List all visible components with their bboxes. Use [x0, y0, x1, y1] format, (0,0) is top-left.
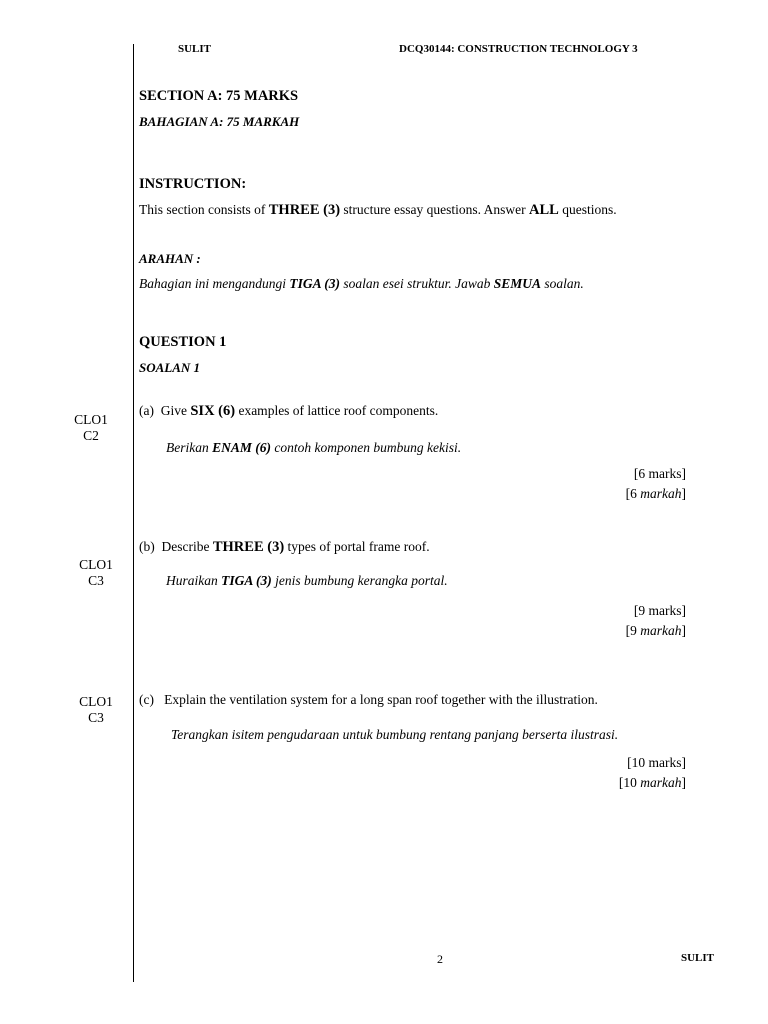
- question-part-c: (c) Explain the ventilation system for a long span roof together with the illustration.: [139, 692, 598, 707]
- question-part-a: (a) Give SIX (6) examples of lattice roof components.: [139, 403, 439, 419]
- marks-label: [9 marks]: [633, 603, 686, 618]
- page-number: 2: [437, 952, 443, 966]
- question-part-b: (b) Describe THREE (3) types of portal frame roof.: [139, 539, 430, 555]
- header-classification: SULIT: [178, 43, 212, 55]
- clo-label: CLO1 C3: [79, 694, 113, 725]
- marks-label: [10 marks]: [627, 755, 686, 770]
- section-title-ms: BAHAGIAN A: 75 MARKAH: [139, 114, 300, 129]
- markah-label: [10 markah]: [618, 775, 686, 790]
- instruction-text: This section consists of THREE (3) structure essay questions. Answer ALL questions.: [139, 202, 617, 218]
- question-part-c-ms: Terangkan isitem pengudaraan untuk bumbung rentang panjang berserta ilustrasi.: [171, 727, 619, 742]
- section-title: SECTION A: 75 MARKS: [139, 88, 299, 104]
- marks-label: [6 marks]: [633, 466, 686, 481]
- instruction-heading: INSTRUCTION:: [139, 176, 247, 192]
- margin-rule: [133, 44, 134, 982]
- clo-label: CLO1 C3: [79, 557, 113, 588]
- question-title: QUESTION 1: [139, 334, 227, 350]
- header-course-title: DCQ30144: CONSTRUCTION TECHNOLOGY 3: [399, 43, 638, 55]
- markah-label: [9 markah]: [625, 623, 686, 638]
- footer-classification: SULIT: [681, 952, 715, 964]
- question-part-b-ms: Huraikan TIGA (3) jenis bumbung kerangka portal.: [166, 573, 448, 588]
- question-part-a-ms: Berikan ENAM (6) contoh komponen bumbung kekisi.: [166, 440, 462, 455]
- markah-label: [6 markah]: [625, 486, 686, 501]
- arahan-heading: ARAHAN :: [139, 251, 201, 266]
- clo-label: CLO1 C2: [74, 412, 108, 443]
- question-title-ms: SOALAN 1: [139, 360, 201, 375]
- arahan-text: Bahagian ini mengandungi TIGA (3) soalan esei struktur. Jawab SEMUA soalan.: [139, 276, 584, 291]
